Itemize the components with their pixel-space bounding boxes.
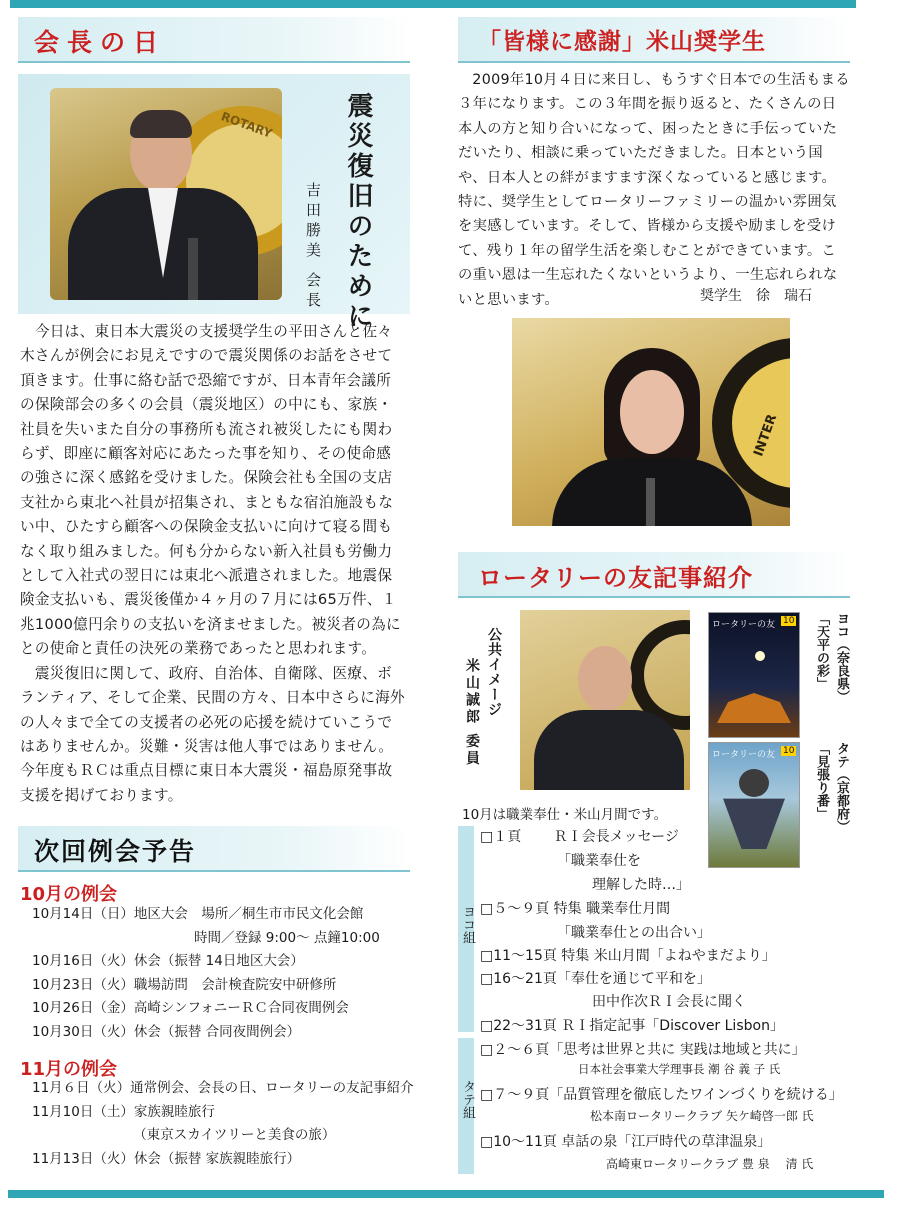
moon-icon <box>755 651 765 661</box>
section-header-president-day <box>18 17 410 63</box>
october-title: 10月の例会 <box>20 884 118 905</box>
photo-logo-text: ROTARY <box>219 109 275 141</box>
schedule-item: 10月16日（火）休会（振替 14日地区大会） <box>32 953 304 969</box>
contents-item: □５～９頁 特集 職業奉仕月間 <box>480 901 671 917</box>
cover-caption: 「天平の彩」 <box>814 612 829 690</box>
scholar-photo <box>512 318 790 526</box>
magazine-cover-tate <box>708 742 800 868</box>
article-paragraph: 震災復旧に関して、政府、自治体、自衛隊、医療、ボランティア、そして企業、民間の方々、日本中さらに海外の人々まで全ての支援者の必死の応援を続けていこうではありませんか。災難・災害は他人事ではありません。今年度もＲＣは重点目標に東日本大震災・福島原発事故支援を掲げております。 <box>20 664 405 804</box>
month-note: 10月は職業奉仕・米山月間です。 <box>462 807 668 823</box>
cover-caption: タテ（京都府） <box>834 742 849 833</box>
photo-logo-text: INTER <box>751 412 781 459</box>
contents-item: □７～９頁「品質管理を徹底したワインづくりを続ける」 <box>480 1087 843 1103</box>
contents-item: □10～11頁 卓話の泉「江戸時代の草津温泉」 <box>480 1134 772 1150</box>
committee-photo <box>520 610 690 790</box>
november-list <box>32 1077 414 1171</box>
schedule-item: 時間／登録 9:00～ 点鐘10:00 <box>32 929 380 946</box>
speaker-role: 公共イメージ <box>486 627 502 717</box>
contents-author: 高崎東ロータリークラブ 豊 泉 清 氏 <box>606 1157 814 1171</box>
magazine-issue: 10 <box>783 616 795 626</box>
october-list <box>32 903 380 1044</box>
scarecrow-body <box>723 793 785 849</box>
schedule-item: 11月６日（火）通常例会、会長の日、ロータリーの友記事紹介 <box>32 1080 414 1096</box>
yoko-group-label: ヨコ組 <box>460 905 475 944</box>
magazine-cover-yoko <box>708 612 800 738</box>
contents-author: 日本社会事業大学理事長 潮 谷 義 子 氏 <box>578 1062 781 1076</box>
scholar-signature: 奨学生 徐 瑞石 <box>700 288 812 304</box>
section-header-scholar <box>458 17 850 63</box>
contents-item: 田中作次ＲＩ会長に聞く <box>480 994 746 1010</box>
scholar-face <box>620 370 684 454</box>
scholar-article: 2009年10月４日に来日し、もうすぐ日本での生活もまる３年になります。この３年間を振り返ると、たくさんの日本人の方と知り合いになって、困ったときに手伝っていただいたり、相談に乗っていただきました。日本という国や、日本人との絆がますます深くなっていると感じます。特に、奨学生としてロータリーファミリーの温かい雰囲気を実感しています。そして、皆様から支援や励ましを受けて、残り１年の留学生活を楽しむことができています。この重い恩は一生忘れたくないというより、一生忘れられないと思います。 <box>458 72 850 308</box>
contents-item: □11～15頁 特集 米山月間「よねやまだより」 <box>480 948 776 964</box>
article-paragraph: 今日は、東日本大震災の支援奨学生の平田さんと佐々木さんが例会にお見えですので震災関係のお話をさせて頂きます。仕事に絡む話で恐縮ですが、日本青年会議所の保険部会の多くの会員（震災地区）の中にも、家族・社員を失いまた自分の事務所も流され被災したにも関わらず、即座に顧客対応にあたった事を知り、その使命感の強さに深く感銘を受けました。保険会社も全国の支店支社から東北へ社員が招集され、まともな宿泊施設もない中、ひたすら顧客への保険金支払いに向けて寝る間もなく取り組みました。何も分からない新入社員も労働力として入社式の翌日には東北へ派遣されました。地震保険金支払いも、震災後僅か４ヶ月の７月には65万件、１兆1000億円余りの支払いを済ませました。被災者の為にとの使命と責任の決死の業務であったと思われます。 <box>20 323 401 658</box>
feature-author: 吉田勝美 会長 <box>304 182 322 312</box>
feature-title: 震災復旧のために <box>343 92 373 332</box>
contents-item: □１頁 ＲＩ会長メッセージ <box>480 829 679 845</box>
contents-author: 松本南ロータリークラブ 矢ケ崎啓一郎 氏 <box>590 1109 814 1123</box>
contents-item: □22～31頁 ＲＩ指定記事「Discover Lisbon」 <box>480 1018 784 1034</box>
bottom-bar <box>8 1190 884 1198</box>
section-title: 会長の日 <box>34 28 167 57</box>
section-title: 次回例会予告 <box>34 837 197 866</box>
president-article <box>20 320 406 808</box>
schedule-item: （東京スカイツリーと美食の旅） <box>32 1127 336 1143</box>
contents-item: 「職業奉仕との出合い」 <box>480 925 711 941</box>
schedule-item: 11月10日（土）家族親睦旅行 <box>32 1103 215 1120</box>
temple-icon <box>717 693 791 723</box>
microphone-icon <box>188 238 198 300</box>
section-header-schedule <box>18 826 410 872</box>
section-title: 「皆様に感謝」米山奨学生 <box>478 29 766 55</box>
contents-item: □16～21頁「奉仕を通じて平和を」 <box>480 971 711 987</box>
microphone-icon <box>646 478 655 526</box>
schedule-item: 10月14日（日）地区大会 場所／桐生市市民文化会館 <box>32 906 364 922</box>
top-bar <box>10 0 856 8</box>
scarecrow-icon <box>739 769 769 797</box>
contents-item: □２～６頁「思考は世界と共に 実践は地域と共に」 <box>480 1042 806 1058</box>
cover-caption: 「見張り番」 <box>814 742 829 820</box>
section-header-tomo <box>458 552 850 598</box>
schedule-item: 11月13日（火）休会（振替 家族親睦旅行） <box>32 1150 301 1167</box>
cover-caption: ヨコ（奈良県） <box>834 612 849 703</box>
magazine-issue: 10 <box>783 746 795 756</box>
committee-head <box>578 646 632 712</box>
section-title: ロータリーの友記事紹介 <box>478 564 753 592</box>
speaker-name: 米山誠郎 委員 <box>464 658 480 768</box>
magazine-title: ロータリーの友 <box>712 620 776 630</box>
schedule-item: 10月30日（火）休会（振替 合同夜間例会） <box>32 1023 301 1040</box>
schedule-item: 10月23日（火）職場訪問 会計検査院安中研修所 <box>32 976 337 993</box>
tate-group-label: タテ組 <box>460 1080 475 1119</box>
november-title: 11月の例会 <box>20 1059 118 1080</box>
committee-body <box>534 710 684 790</box>
speaker-hair <box>130 110 192 138</box>
president-photo <box>50 88 282 300</box>
contents-item: 「職業奉仕を <box>480 853 641 869</box>
magazine-title: ロータリーの友 <box>712 750 776 760</box>
contents-item: 理解した時…」 <box>480 877 690 893</box>
schedule-item: 10月26日（金）高崎シンフォニーＲＣ合同夜間例会 <box>32 1000 349 1016</box>
